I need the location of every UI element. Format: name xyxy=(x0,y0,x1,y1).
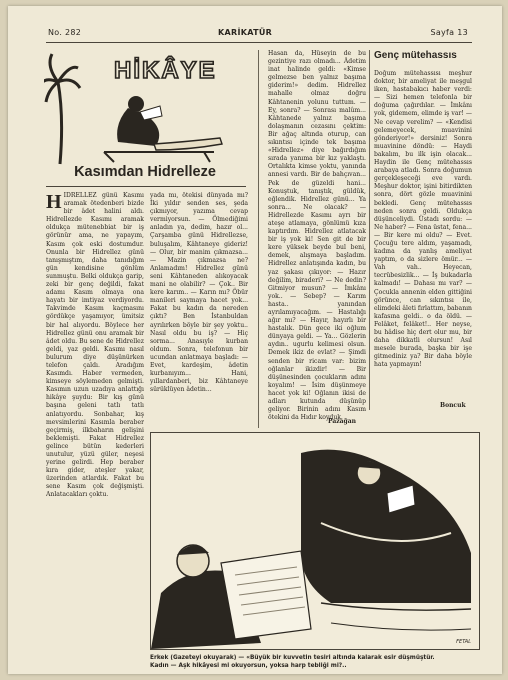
story-text-part-3: Hasan da, Hüseyin de bu gezintiye razı olmadı... Âdetim inat halinde geldi: «Kimse gelmezse ben yalnız başıma giderim!» dedim. Hidrellez mahalle olmaz doğru Kâhtanenin yolunu tuttum. — Ey, sonra? — Sonrası malûm... Kâhtanede yalnız başıma dolaşmanın cezasını çektim: Bir ağaç altında oturup, can sıkıntısı içinde tek başıma «Hidrellez» diye bağırdığım sırada yanıma bir kız yaklaştı. Ortalıkta kimse yoktu, yanında annesi vardı. Bir de bahçıvan... Pek de güzeldi hani... Konuştuk, tanıştık, güldük, eğlendik. Hidrellez günü... Ya sonra... Ne olacak? — Hidrellezde Kasımı ayrı bir ateşe atlamaya, gönlümü kıza kaptırdım. Hidrellez atlatacak bir iş yok ki! Sen git de bir kere yüksek beyde bul beni, demek, alışmaya başladım. Hidrellez anlatışında kadın, bu yaz şakası çıkıyor: — Hazır değilim, biraderi? — Ne dedin? Gitmiyor musun? — İmkânı yok.. — Sebep? — Karım hasta.. yanından ayrılamıyacağım. — Hastalığı ağır mı? — Hayır, hayırlı bir hastalık. Dün gece iki oğlum dünyaya geldi. — Ya... Gözlerin aydın.. ugurlu kelimesi olsun. Demek ikiz de evlat? — Şimdi senden bir ricam var: bizim oğlanlar ikizdir! — Bir düşünesinden çocukların adını koyalım! — İsim düşünmeye hacet yok ki! Oğlanın ikisi de adları kutunda düşünüp geliyor. Birinin adını Kasım ötekini da Hıdır koyduk. xyxy=(268,50,366,422)
cartoon-panel xyxy=(150,432,480,650)
issue-number: No. 282 xyxy=(48,28,82,37)
hikaye-logo xyxy=(110,50,230,86)
column-divider xyxy=(258,50,259,428)
column-divider-2 xyxy=(369,50,370,410)
story-text-part-2: yada mı, ötekisi dünyada mı? İki yıldır senden ses, şeda çıkmıyor, yazıma cevap vermiyorsun. — Ölmediğimi anladın ya, dedim, hazır ol... Çarşamba günü Hidrellezse, buluşalım, Kâhtaneye gideriz! — Olur, bir manim çıkmazsa... — Mazin çıkmazsa ne? Anlamadım! Hidrellez günü seni Kâhtaneden alıkoyacak mani ne olabilir? — Çok.. Bir kere karım.. — Karın mı? Öbür manileri saymaya hacet yok... Fakat bu kadın da nereden çıktı? Ben İstanbuldan ayrılırken böyle bir şey yoktu.. Nasıl oldu bu iş? — Hiç sorma... Anasıyle kurban oldum. Sonra, telefonun bir ucundan anlatmaya başladı: — Evet, kardeşim, âdetin kurbanıyım... Hani, yıllardanberi, biz Kâhtaneye sürüklüyen âdetin... xyxy=(150,192,248,394)
story-author: Pazağan xyxy=(328,418,356,425)
story-column-1 xyxy=(46,192,144,662)
story-text-part-1: IDRELLEZ günü Kasımı aramak ötedenberi bizde bir âdet halini aldı. Hidrellezde Kasımı aramak oldukça mütenebbiat bir iş görünür ama, ne yapayım, Kasım çok eski dostumdur. Onunla bir Hidrellez günü tanışmıştım, daha tanıdığım gün kendisine gönlüm sunmuştu. Belki oldukça garip, zeki bir genç değildi, fakat adamı Kasım olmaya ona hayatı bir imtiyaz verdiyordu. Takvimde Kasım kaçmasını gördükçe yaşamıyor, ümitsiz bir hal alıyordu. Böylece her Hidrellez günü onu aramak bir âdet oldu. Bu sene de Hidrellez geldi, yaz geldi. Kasımı nasıl bulurum diye düşünürken telefon çaldı. Aradığım Kasımdı. Haber vermeden, kimseye söylemeden gelmişti. Kasımın uzun uzadıya anlattığı hikâye şuydu: Bir kış günü başına geleni tatlı tatlı anlatıyordu. Sonbahar, kış mevsimlerini Kasımla beraber geçirmiş, ilkbaharın gelişini beklemişti. Fakat Hidrellez gelince bütün kederleri unutulur, yüzü güler, neşesi yerine gelirdi. Hep beraber kıra gider, ateşler yakar, üzerinden atlardık. Fakat bu sene Kasım çok değişmişti. Anlatacakları çoktu. xyxy=(46,192,144,499)
page-number: Sayfa 13 xyxy=(430,28,468,37)
cartoon-caption xyxy=(150,654,480,670)
joke-author: Boncuk xyxy=(440,402,466,409)
caption-line-1: Erkek (Gazeteyi okuyarak) — «Büyük bir kuvvetin tesiri altında kalarak esir düşmüştür. xyxy=(150,655,435,661)
couple-reading-cartoon xyxy=(151,433,479,649)
story-column-2 xyxy=(150,192,248,428)
joke-title: Genç mütehassıs xyxy=(374,50,457,61)
cartoon-artist-signature: FETAL xyxy=(456,639,471,645)
story-title: Kasımdan Hidrelleze xyxy=(74,164,216,180)
logo-text: HİKÂYE xyxy=(114,57,217,84)
caption-line-2: Kadın — Aşk hikâyesi mi okuyorsun, yoksa harp tebliği mi?.. xyxy=(150,663,347,669)
header-rule xyxy=(46,42,472,43)
story-column-3 xyxy=(268,50,366,422)
title-rule xyxy=(46,186,246,187)
page-header xyxy=(48,28,468,42)
drop-cap: H xyxy=(46,192,62,213)
joke-column xyxy=(374,70,472,402)
story-banner-illustration xyxy=(44,46,244,168)
magazine-name: KARİKATÜR xyxy=(218,28,273,37)
joke-text: Doğum mütehassısı meşhur doktor, bir ameliyat ile meşgul iken, hastabakıcı haber verdi: — Sizi hemen telefonla bir doğuma çağırdılar. — İmkânı yok, gidemem, elimde iş var! — Ne cevap verelim? — «Kendisi gelemeyecek, muavinini gönderiyor!» dersiniz! Sonra muavinine döndü: — Haydi bakalım, bu ilk işin olacak... Haydin ile Genç mütehassıs arabaya atladı. Sonra doğumun gerçekleşeceği eve vardı. Meşhur doktor, işini bitirdikten sonra, dört gözle muavinini bekledi. Genç mütehassıs neden sonra geldi. Oldukça düşünceliydi. Üstadı sordu: — Ne haber? — Fena üstat, fena... — Bir kere mi oldu? — Evet. Çocuğu tere aldım, yaşamadı, kadına da yanlış ameliyat yaptım, o da sizlere ömür... — Vah vah.. Heyecan, tecrübesizlik... — İş bukadarla kalmadı! — Dahası mı var? — Çocukla annenin elden gittiğini görünce, can sıkıntısı ile, elimdeki âleti fırlattım, babanın kafasına geldi.. o da öldü. — Felâket, felâket!.. Her neyse, bu hâdise hiç dert olur mu, bir daha dikkatli olursun! Asıl mesele burada, başka bir işe gitmediniz ya? Bir daha böyle hata yapmayın! xyxy=(374,70,472,369)
magazine-page xyxy=(8,6,502,674)
